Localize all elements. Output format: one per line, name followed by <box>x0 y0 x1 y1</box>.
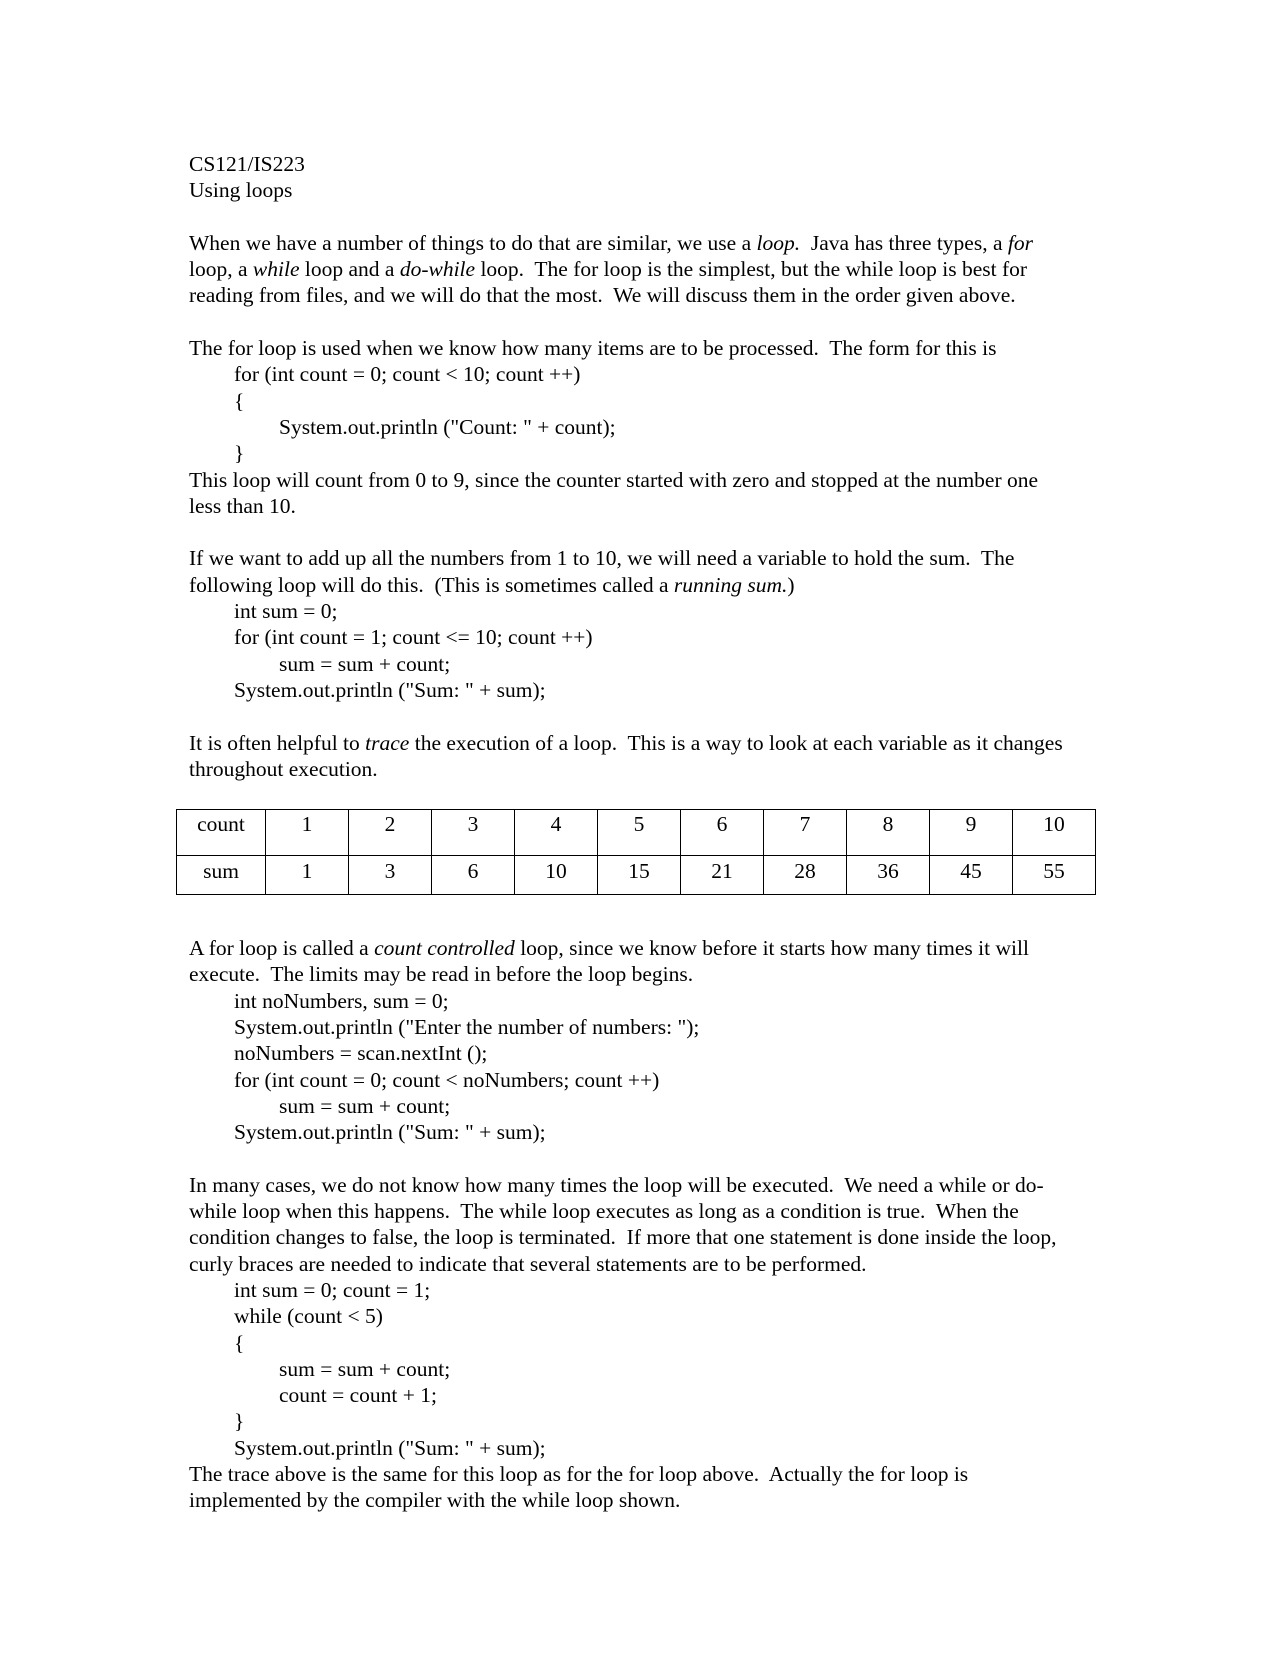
emphasis-do-while: do-while <box>399 257 476 282</box>
trace-cell: 9 <box>930 810 1013 856</box>
trace-cell: 1 <box>266 810 349 856</box>
text-run: A for loop is called a <box>189 936 375 961</box>
intro-line-2 <box>189 256 1139 282</box>
emphasis-count-controlled: count controlled <box>374 936 515 961</box>
code-line: noNumbers = scan.nextInt (); <box>234 1041 488 1066</box>
text-run: loop and a <box>299 257 400 282</box>
code-line: int noNumbers, sum = 0; <box>234 988 449 1013</box>
trace-cell: 8 <box>847 810 930 856</box>
trace-cell: 7 <box>764 810 847 856</box>
code-line: System.out.println ("Enter the number of numbers: "); <box>234 1015 700 1040</box>
code-line: int sum = 0; count = 1; <box>234 1277 431 1302</box>
text-run: loop. The for loop is the simplest, but the while loop is best for <box>475 257 1028 282</box>
trace-table <box>176 809 1096 895</box>
intro-line-3: reading from files, and we will do that the most. We will discuss them in the order given above. <box>189 283 1016 308</box>
code-line: } <box>234 441 245 466</box>
code-line: } <box>234 1409 245 1434</box>
text-run: When we have a number of things to do that are similar, we use a <box>189 230 757 255</box>
trace-cell: 4 <box>515 810 598 856</box>
trace-cell: 5 <box>598 810 681 856</box>
document-title: Using loops <box>189 178 293 203</box>
trace-cell: 28 <box>764 856 847 895</box>
trace-cell: 2 <box>349 810 432 856</box>
course-code: CS121/IS223 <box>189 152 305 176</box>
code-line: for (int count = 0; count < noNumbers; count ++) <box>234 1067 660 1092</box>
text-run: ) <box>787 572 795 597</box>
trace-row-label: count <box>177 810 266 856</box>
code-line: count = count + 1; <box>279 1383 438 1408</box>
code-line: { <box>234 388 245 413</box>
code-line: { <box>234 1330 245 1355</box>
text-run: following loop will do this. (This is sometimes called a <box>189 572 674 597</box>
spacer <box>189 1146 1139 1172</box>
emphasis-trace: trace <box>365 730 410 755</box>
trace-intro-line-2: throughout execution. <box>189 756 378 781</box>
trace-cell: 36 <box>847 856 930 895</box>
while-intro-line-2: while loop when this happens. The while loop executes as long as a condition is true. When the <box>189 1199 1019 1224</box>
document-page <box>189 151 1139 1514</box>
trace-cell: 45 <box>930 856 1013 895</box>
trace-cell: 55 <box>1013 856 1096 895</box>
for-explain-line-2: less than 10. <box>189 493 296 518</box>
trace-cell: 6 <box>432 856 515 895</box>
code-line: System.out.println ("Sum: " + sum); <box>234 1435 546 1460</box>
code-line: System.out.println ("Count: " + count); <box>279 414 616 439</box>
code-line: System.out.println ("Sum: " + sum); <box>234 677 546 702</box>
text-run: the execution of a loop. This is a way to look at each variable as it changes <box>409 730 1063 755</box>
emphasis-for: for <box>1007 230 1033 255</box>
count-intro-line-2: execute. The limits may be read in before the loop begins. <box>189 962 694 987</box>
code-line: for (int count = 0; count < 10; count ++) <box>234 362 581 387</box>
code-line: while (count < 5) <box>234 1304 383 1329</box>
trace-row-label: sum <box>177 856 266 895</box>
while-explain-line-1: The trace above is the same for this loop as for the for loop above. Actually the for loop is <box>189 1462 969 1487</box>
text-run: loop, a <box>189 257 253 282</box>
text-run: It is often helpful to <box>189 730 366 755</box>
trace-row-count <box>177 810 1096 856</box>
spacer <box>189 204 1139 230</box>
code-line: System.out.println ("Sum: " + sum); <box>234 1120 546 1145</box>
trace-cell: 6 <box>681 810 764 856</box>
for-intro-line: The for loop is used when we know how many items are to be processed. The form for this is <box>189 336 997 361</box>
code-line: sum = sum + count; <box>279 1356 451 1381</box>
trace-cell: 1 <box>266 856 349 895</box>
trace-table-container <box>189 782 1139 935</box>
emphasis-running-sum: running sum. <box>673 572 788 597</box>
code-line: sum = sum + count; <box>279 651 451 676</box>
emphasis-loop: loop. <box>756 230 801 255</box>
trace-row-sum <box>177 856 1096 895</box>
emphasis-while: while <box>252 257 300 282</box>
spacer <box>189 703 1139 729</box>
trace-cell: 3 <box>432 810 515 856</box>
for-explain-line-1: This loop will count from 0 to 9, since the counter started with zero and stopped at the number one <box>189 467 1039 492</box>
sum-intro-line-1: If we want to add up all the numbers from 1 to 10, we will need a variable to hold the sum. The <box>189 546 1015 571</box>
trace-cell: 10 <box>1013 810 1096 856</box>
while-intro-line-4: curly braces are needed to indicate that several statements are to be performed. <box>189 1251 867 1276</box>
count-intro-line-1 <box>189 935 1139 961</box>
code-line: sum = sum + count; <box>279 1093 451 1118</box>
trace-cell: 15 <box>598 856 681 895</box>
spacer <box>189 519 1139 545</box>
trace-cell: 3 <box>349 856 432 895</box>
code-line: for (int count = 1; count <= 10; count ++) <box>234 625 593 650</box>
intro-line-1 <box>189 230 1139 256</box>
while-explain-line-2: implemented by the compiler with the while loop shown. <box>189 1488 681 1513</box>
while-intro-line-1: In many cases, we do not know how many times the loop will be executed. We need a while or do- <box>189 1172 1044 1197</box>
trace-cell: 10 <box>515 856 598 895</box>
sum-intro-line-2 <box>189 572 1139 598</box>
spacer <box>189 309 1139 335</box>
trace-cell: 21 <box>681 856 764 895</box>
text-run: loop, since we know before it starts how many times it will <box>514 936 1029 961</box>
code-line: int sum = 0; <box>234 599 338 624</box>
text-run: Java has three types, a <box>800 230 1008 255</box>
trace-intro-line-1 <box>189 730 1139 756</box>
while-intro-line-3: condition changes to false, the loop is terminated. If more that one statement is done inside the loop, <box>189 1225 1057 1250</box>
